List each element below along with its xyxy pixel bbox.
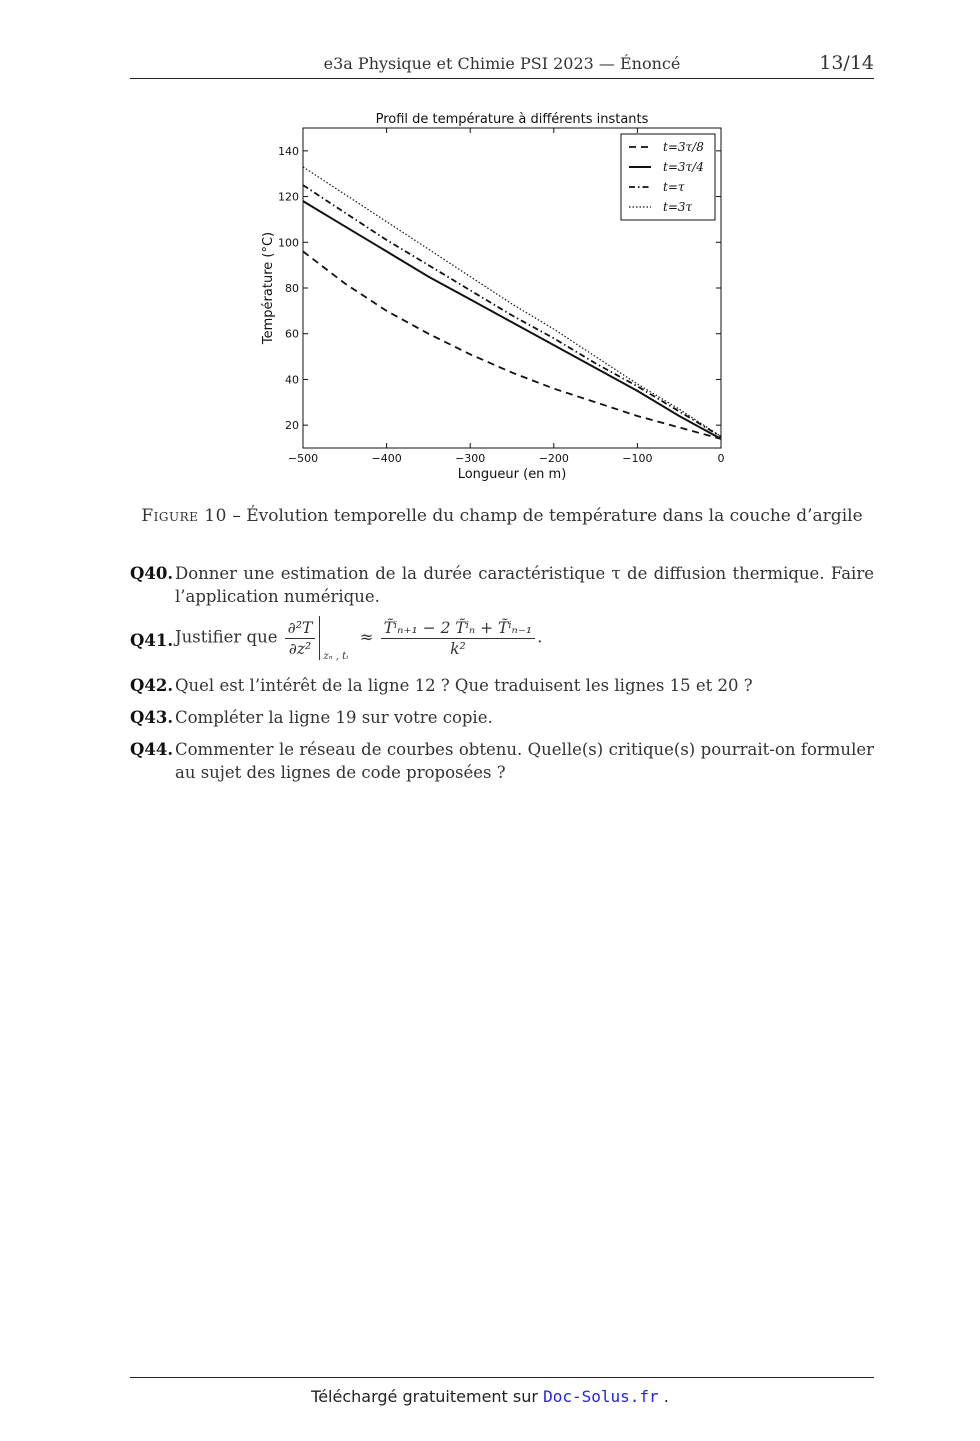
y-tick-label: 40 xyxy=(285,373,299,387)
q41-text-before: Justifier que xyxy=(175,627,278,647)
series-line-1 xyxy=(303,251,721,439)
footer-prefix: Téléchargé gratuitement sur xyxy=(311,1387,544,1406)
series-line-3 xyxy=(303,185,721,437)
question-label: Q41. xyxy=(130,631,174,650)
question-q40 xyxy=(130,562,874,608)
footer-suffix: . xyxy=(658,1387,669,1406)
rhs-numerator: T̃ⁱₙ₊₁ − 2 T̃ⁱₙ + T̃ⁱₙ₋₁ xyxy=(381,618,535,639)
x-tick-label: −400 xyxy=(371,452,402,465)
question-text xyxy=(175,616,874,660)
question-label: Q42. xyxy=(130,676,174,695)
question-text: Compléter la ligne 19 sur votre copie. xyxy=(175,708,493,727)
chart-title: Profil de température à différents instants xyxy=(375,112,649,127)
legend-label: t=τ xyxy=(663,180,685,194)
figure-label: Figure 10 xyxy=(141,506,227,526)
x-tick-label: −500 xyxy=(287,452,319,465)
y-tick-label: 140 xyxy=(278,144,299,158)
y-tick-label: 100 xyxy=(278,236,299,250)
y-tick-label: 60 xyxy=(285,327,299,341)
legend-label: t=3τ/4 xyxy=(663,160,704,174)
question-label: Q40. xyxy=(130,564,174,583)
legend-label: t=3τ/8 xyxy=(663,140,704,154)
legend-label: t=3τ xyxy=(663,200,693,214)
question-text: Quel est l’intérêt de la ligne 12 ? Que traduisent les lignes 15 et 20 ? xyxy=(175,676,753,695)
evaluation-bar xyxy=(319,616,354,660)
page-footer xyxy=(0,1387,980,1406)
page-header xyxy=(130,52,874,79)
question-label: Q44. xyxy=(130,740,174,759)
figure-caption-text: – Évolution temporelle du champ de température dans la couche d’argile xyxy=(226,506,863,526)
question-text: Donner une estimation de la durée caractéristique τ de diffusion thermique. Faire l’application numérique. xyxy=(175,564,874,606)
question-q41 xyxy=(130,616,874,660)
lhs-numerator: ∂²T xyxy=(285,618,316,639)
series-line-2 xyxy=(303,201,721,439)
lhs-denominator: ∂z² xyxy=(288,639,312,658)
footer-rule xyxy=(130,1377,874,1378)
x-axis-label: Longueur (en m) xyxy=(457,467,567,482)
evaluation-subscript: zₙ , tᵢ xyxy=(323,651,349,662)
question-q44 xyxy=(130,738,874,784)
question-label: Q43. xyxy=(130,708,174,727)
finite-difference-fraction xyxy=(381,618,535,659)
question-text: Commenter le réseau de courbes obtenu. Quelle(s) critique(s) pourrait-on formuler au sujet des lignes de code proposées ? xyxy=(175,740,874,782)
y-axis-label: Température (°C) xyxy=(261,231,276,345)
figure-caption xyxy=(130,506,874,526)
y-tick-label: 120 xyxy=(278,190,299,204)
y-tick-label: 20 xyxy=(285,419,299,433)
question-q43 xyxy=(130,706,874,729)
second-derivative-fraction xyxy=(285,618,316,659)
y-tick-label: 80 xyxy=(285,282,299,295)
x-tick-label: −200 xyxy=(538,452,569,465)
approx-sign: ≈ xyxy=(359,627,374,647)
q41-text-after: . xyxy=(537,627,543,647)
temperature-profile-chart xyxy=(250,105,730,490)
x-tick-label: 0 xyxy=(717,452,725,465)
doc-solus-link[interactable]: Doc-Solus.fr xyxy=(543,1387,659,1406)
page-number: 13/14 xyxy=(819,52,874,74)
x-tick-label: −100 xyxy=(622,452,653,465)
question-q42 xyxy=(130,674,874,697)
x-tick-label: −300 xyxy=(455,452,486,465)
header-title: e3a Physique et Chimie PSI 2023 — Énoncé xyxy=(323,54,681,73)
rhs-denominator: k² xyxy=(450,639,466,658)
